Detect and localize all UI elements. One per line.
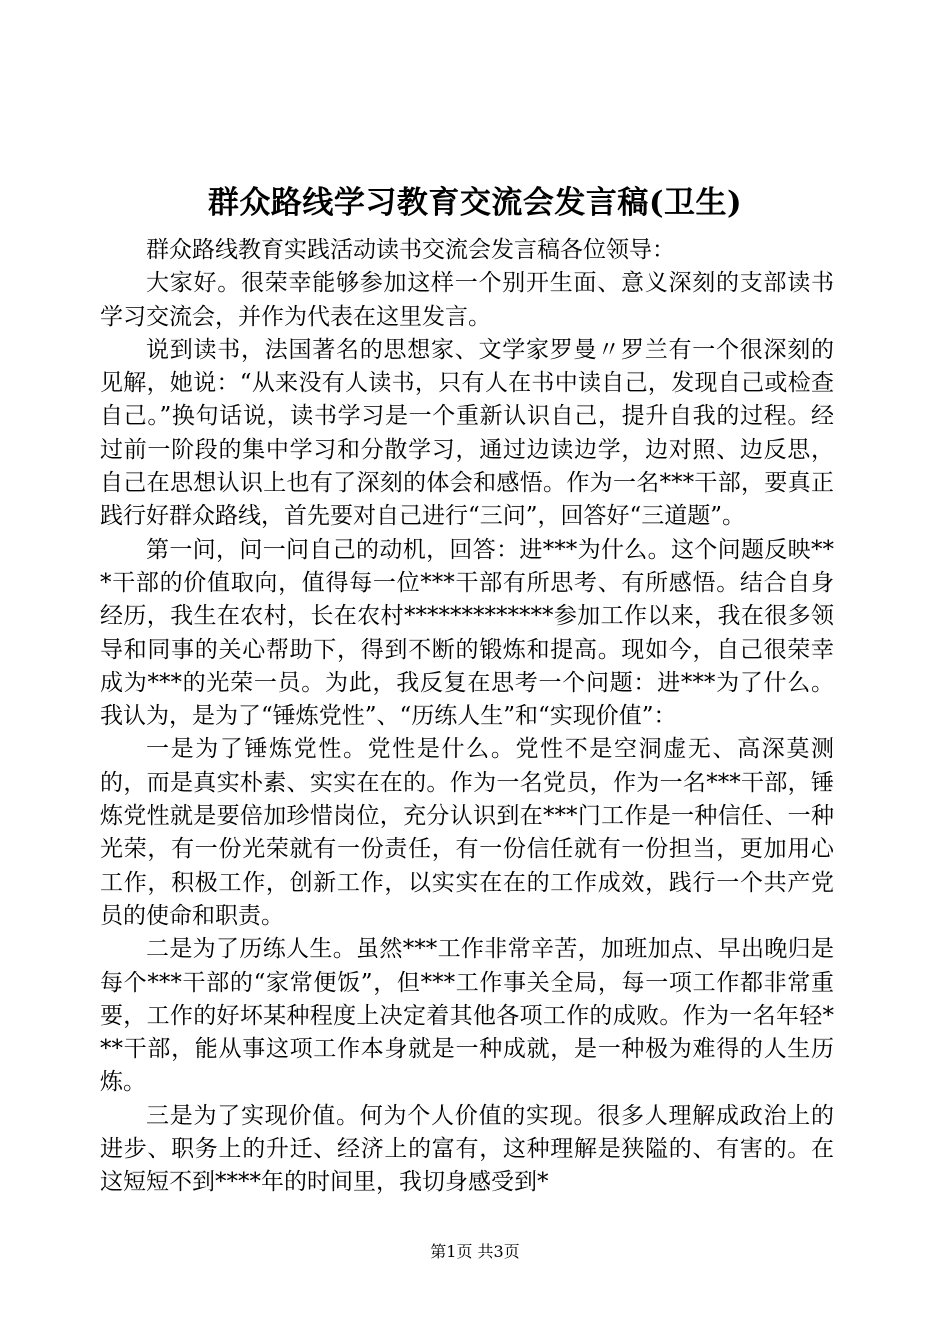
body-paragraph: 大家好。很荣幸能够参加这样一个别开生面、意义深刻的支部读书学习交流会，并作为代表在这里发言。 xyxy=(100,270,834,330)
body-paragraph: 群众路线教育实践活动读书交流会发言稿各位领导： xyxy=(146,237,675,263)
document-body xyxy=(100,234,834,1200)
document-title: 群众路线学习教育交流会发言稿(卫生) xyxy=(207,185,743,221)
body-paragraph: 一是为了锤炼党性。党性是什么。党性不是空洞虚无、高深莫测的，而是真实朴素、实实在在的。作为一名党员，作为一名***干部，锤炼党性就是要倍加珍惜岗位，充分认识到在***门工作是一种信任、一种光荣，有一份光荣就有一份责任，有一份信任就有一份担当，更加用心工作，积极工作，创新工作，以实实在在的工作成效，践行一个共产党员的使命和职责。 xyxy=(100,736,834,929)
body-paragraph: 说到读书，法国著名的思想家、文学家罗曼〃罗兰有一个很深刻的见解，她说：“从来没有人读书，只有人在书中读自己，发现自己或检查自己。”换句话说，读书学习是一个重新认识自己，提升自我的过程。经过前一阶段的集中学习和分散学习，通过边读边学，边对照、边反思，自己在思想认识上也有了深刻的体会和感悟。作为一名***干部，要真正践行好群众路线，首先要对自己进行“三问”，回答好“三道题”。 xyxy=(100,336,834,530)
body-paragraph: 二是为了历练人生。虽然***工作非常辛苦，加班加点、早出晚归是每个***干部的“家常便饭”，但***工作事关全局，每一项工作都非常重要，工作的好坏某种程度上决定着其他各项工作的成败。作为一名年轻***干部，能从事这项工作本身就是一种成就，是一种极为难得的人生历炼。 xyxy=(100,936,834,1096)
body-paragraph: 三是为了实现价值。何为个人价值的实现。很多人理解成政治上的进步、职务上的升迁、经济上的富有，这种理解是狭隘的、有害的。在这短短不到****年的时间里，我切身感受到* xyxy=(100,1102,834,1196)
page-number-footer: 第1页 共3页 xyxy=(430,1242,520,1261)
body-paragraph: 第一问，问一问自己的动机，回答：进***为什么。这个问题反映***干部的价值取向，值得每一位***干部有所思考、有所感悟。结合自身经历，我生在农村，长在农村*************参加工作以来，我在很多领导和同事的关心帮助下，得到不断的锻炼和提高。现如今，自己很荣幸成为***的光荣一员。为此，我反复在思考一个问题：进***为了什么。我认为，是为了“锤炼党性”、“历练人生”和“实现价值”： xyxy=(100,536,834,730)
